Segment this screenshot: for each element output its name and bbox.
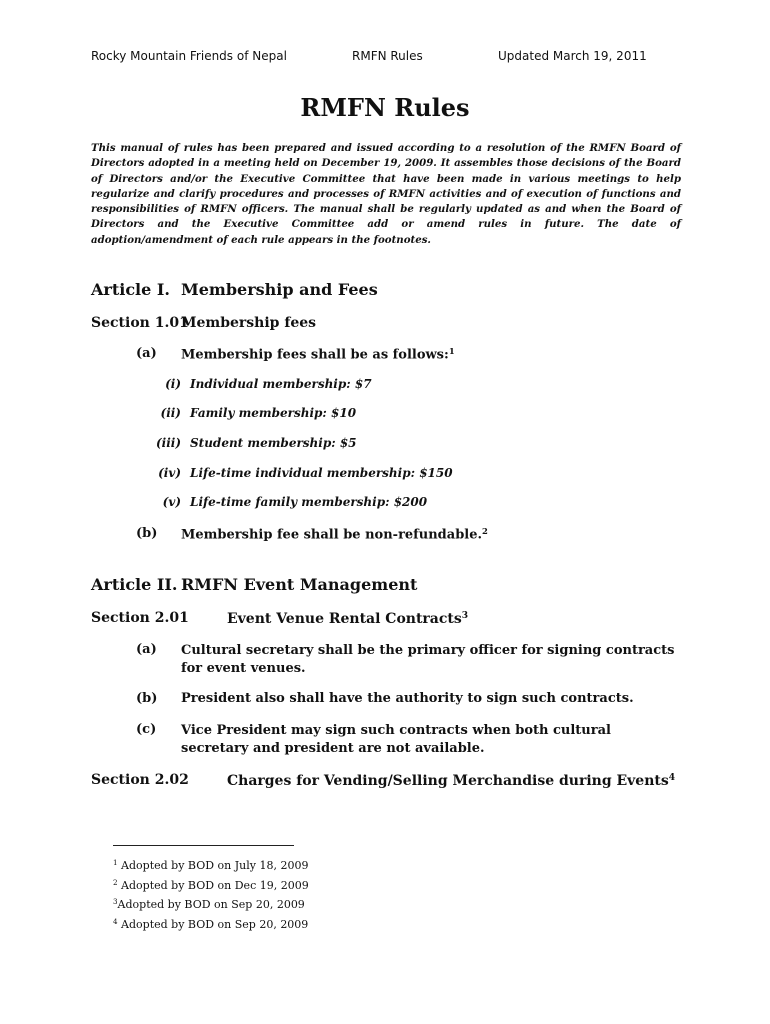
footnote-3-text: Adopted by BOD on Sep 20, 2009 [117,897,305,911]
fee-item-text: Student membership: $5 [190,436,357,450]
section-2-01-number: Section 2.01 [91,610,189,626]
item-1-a [181,346,455,363]
item-1-a-text: Membership fees shall be as follows: [181,347,449,363]
header-updated-date: Updated March 19, 2011 [498,49,647,63]
article-1-number: Article I. [91,280,170,299]
fee-item-number: (iv) [158,466,181,480]
item-1-b [181,526,488,543]
item-2-b-label: (b) [136,691,158,706]
section-2-02-title [227,772,675,789]
item-1-b-label: (b) [136,526,158,541]
header-org: Rocky Mountain Friends of Nepal [91,49,287,63]
footnote-3 [113,897,305,911]
footnote-2-text: Adopted by BOD on Dec 19, 2009 [117,878,309,892]
fee-item-text: Life-time individual membership: $150 [190,466,453,480]
page-title: RMFN Rules [300,93,470,122]
footnote-4-marker: 4 [113,917,118,926]
section-1-01-number: Section 1.01 [91,315,189,331]
item-2-c-label: (c) [136,722,157,737]
article-1-title: Membership and Fees [181,280,378,299]
section-1-01-title: Membership fees [181,315,317,331]
item-1-b-text: Membership fee shall be non-refundable. [181,527,483,543]
item-2-c-text: Vice President may sign such contracts when both cultural secretary and president are not available. [181,723,611,756]
header-doc-title: RMFN Rules [352,49,423,63]
footnote-4-text: Adopted by BOD on Sep 20, 2009 [117,917,309,931]
fee-item-number: (i) [165,377,181,391]
fee-item-number: (iii) [155,436,181,450]
fee-item-text: Individual membership: $7 [190,377,372,391]
fee-item-text: Family membership: $10 [190,406,357,420]
item-2-a-text: Cultural secretary shall be the primary officer for signing contracts for event venues. [181,643,675,676]
footnote-1-text: Adopted by BOD on July 18, 2009 [117,858,309,872]
footnote-2 [113,878,309,892]
footnote-1 [113,858,308,872]
section-2-01-title [227,610,468,627]
article-2-number: Article II. [91,575,178,594]
footnote-ref-4[interactable]: 4 [668,772,676,783]
footnote-3-marker: 3 [113,897,118,906]
section-2-01-title-text: Event Venue Rental Contracts [227,611,462,627]
footnote-2-marker: 2 [113,878,118,887]
footnote-1-marker: 1 [113,858,118,867]
item-2-b-text: President also shall have the authority to sign such contracts. [181,691,634,706]
item-2-a-label: (a) [136,642,157,657]
footnote-ref-1[interactable]: 1 [448,346,455,356]
section-2-02-title-text: Charges for Vending/Selling Merchandise during Events [227,773,669,789]
intro-paragraph: This manual of rules has been prepared and issued according to a resolution of the RMFN Board of Directors adopted in a meeting held on December 19, 2009. It assembles those decisions of the Board of Directors and/or the Executive Committee that have been made in various meetings to help regularize and clarify procedures and processes of RMFN activities and of execution of functions and responsibilities of RMFN officers. The manual shall be regularly updated as and when the Board of Directors and the Executive Committee add or amend rules in future. The date of adoption/amendment of each rule appears in the footnotes. [91,142,681,246]
section-2-02-number: Section 2.02 [91,772,189,788]
footnote-ref-3[interactable]: 3 [461,610,469,621]
fee-item-text: Life-time family membership: $200 [190,495,428,509]
footnote-ref-2[interactable]: 2 [482,526,488,536]
item-1-a-label: (a) [136,346,157,361]
fee-item-number: (ii) [160,406,181,420]
fee-item-number: (v) [162,495,181,509]
footnote-divider [113,845,294,846]
article-2-title: RMFN Event Management [181,575,418,594]
footnote-4 [113,917,308,931]
